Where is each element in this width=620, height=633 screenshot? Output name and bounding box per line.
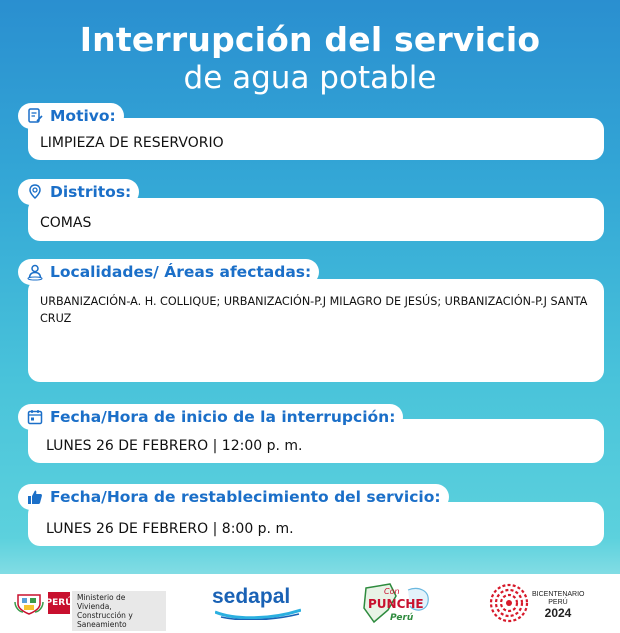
bicentenario-year: 2024 xyxy=(544,606,572,620)
distritos-label: Distritos: xyxy=(50,183,132,201)
motivo-label: Motivo: xyxy=(50,107,116,125)
bicentenario-text xyxy=(532,591,584,620)
distritos-value: COMAS xyxy=(40,215,92,231)
localidades-tag xyxy=(18,259,319,285)
sedapal-wave-icon xyxy=(215,608,301,620)
bicentenario-line1: BICENTENARIO xyxy=(532,591,585,598)
title-line-2: de agua potable xyxy=(183,60,437,96)
title-line-1: Interrupción del servicio xyxy=(79,20,541,59)
bicentenario-emblem-icon xyxy=(488,582,530,624)
thumbs-up-icon xyxy=(26,488,44,506)
bicentenario-line2: PERÚ xyxy=(548,599,568,606)
peru-coat-of-arms-icon xyxy=(14,590,44,616)
location-pin-icon xyxy=(26,183,44,201)
person-location-icon xyxy=(26,263,44,281)
inicio-label: Fecha/Hora de inicio de la interrupción: xyxy=(50,408,396,426)
restablecimiento-tag xyxy=(18,484,449,510)
sedapal-logo: sedapal xyxy=(212,585,291,608)
motivo-value: LIMPIEZA DE RESERVORIO xyxy=(40,135,224,151)
con-punche-peru-logo xyxy=(360,582,440,626)
document-edit-icon xyxy=(26,107,44,125)
distritos-tag xyxy=(18,179,139,205)
punche-con-text: Con xyxy=(384,587,400,596)
localidades-value: URBANIZACIÓN-A. H. COLLIQUE; URBANIZACIÓN-P.J MILAGRO DE JESÚS; URBANIZACIÓN-P.J SANTA CRUZ xyxy=(40,295,588,325)
inicio-value: LUNES 26 DE FEBRERO | 12:00 p. m. xyxy=(46,438,303,454)
localidades-label: Localidades/ Áreas afectadas: xyxy=(50,263,312,281)
calendar-icon xyxy=(26,408,44,426)
localidades-box xyxy=(28,279,604,382)
punche-main-text: PUNCHE xyxy=(368,597,424,611)
motivo-tag xyxy=(18,103,124,129)
punche-peru-text: Perú xyxy=(390,613,414,623)
inicio-tag xyxy=(18,404,403,430)
restablecimiento-label: Fecha/Hora de restablecimiento del servicio: xyxy=(50,488,441,506)
ministry-name: Ministerio de Vivienda, Construcción y Saneamiento xyxy=(72,591,166,631)
restablecimiento-value: LUNES 26 DE FEBRERO | 8:00 p. m. xyxy=(46,521,294,537)
peru-badge: PERÚ xyxy=(48,592,70,614)
